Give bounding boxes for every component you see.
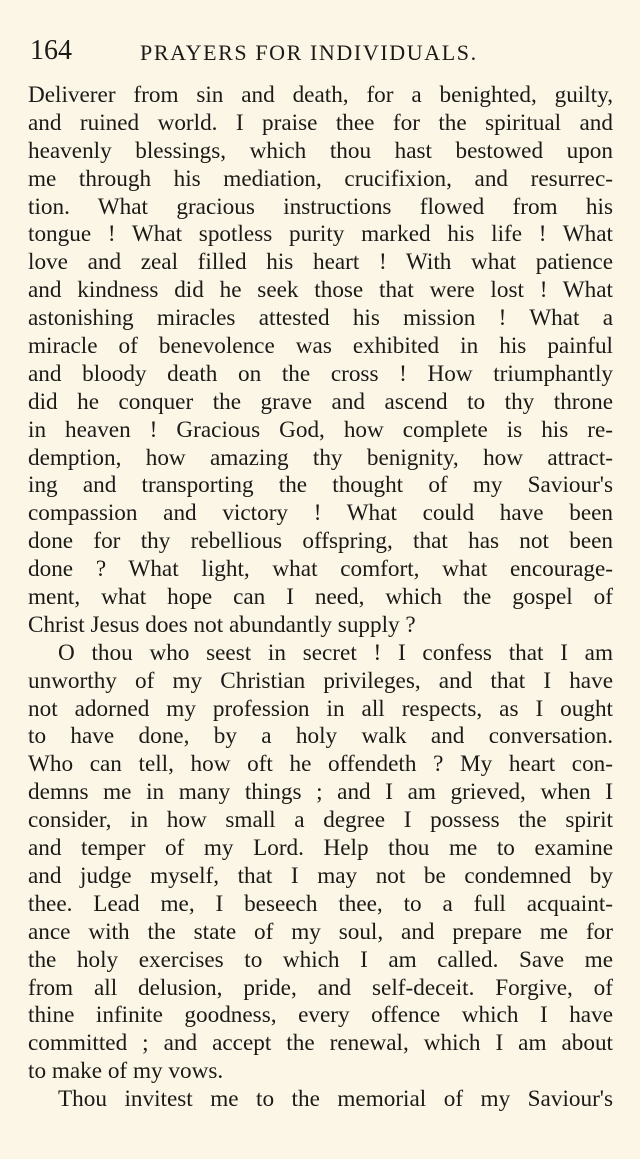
text-line: astonishing miracles attested his mission ! What a: [28, 305, 613, 332]
text-line: tongue ! What spotless purity marked his life ! What: [28, 221, 613, 248]
text-line: and bloody death on the cross ! How triumphantly: [28, 360, 613, 387]
text-line: Deliverer from sin and death, for a benighted, guilty,: [28, 82, 613, 108]
text-line: not adorned my profession in all respects, as I ought: [28, 695, 613, 722]
running-head: [28, 34, 613, 68]
text-line: ment, what hope can I need, which the gospel of: [28, 584, 613, 611]
text-line: thine infinite goodness, every offence which I have: [28, 1002, 613, 1029]
text-line: love and zeal filled his heart ! With what patience: [28, 249, 613, 276]
text-line: the holy exercises to which I am called. Save me: [28, 946, 613, 973]
text-line: ing and transporting the thought of my Saviour's: [28, 472, 613, 499]
text-line: O thou who seest in secret ! I confess that I am: [58, 639, 613, 666]
text-line: and temper of my Lord. Help thou me to examine: [28, 835, 613, 862]
text-line: heavenly blessings, which thou hast bestowed upon: [28, 137, 613, 164]
text-line: to have done, by a holy walk and conversation.: [28, 723, 613, 750]
text-line: miracle of benevolence was exhibited in his painful: [28, 333, 613, 360]
text-line: to make of my vows.: [28, 1058, 224, 1085]
text-line: thee. Lead me, I beseech thee, to a full acquaint-: [28, 890, 613, 917]
text-line: Who can tell, how oft he offendeth ? My heart con-: [28, 751, 613, 778]
text-line: did he conquer the grave and ascend to thy throne: [28, 388, 613, 415]
text-line: and kindness did he seek those that were lost ! What: [28, 277, 613, 304]
text-line: ance with the state of my soul, and prepare me for: [28, 918, 613, 945]
text-line: done ? What light, what comfort, what encourage-: [28, 556, 613, 583]
text-line: done for thy rebellious offspring, that has not been: [28, 528, 613, 555]
text-line: Christ Jesus does not abundantly supply ?: [28, 611, 416, 638]
text-line: me through his mediation, crucifixion, and resurrec-: [28, 165, 613, 192]
body-text: [28, 82, 613, 1114]
text-line: demption, how amazing thy benignity, how attract-: [28, 444, 613, 471]
running-title: PRAYERS FOR INDIVIDUALS.: [140, 40, 478, 65]
text-line: in heaven ! Gracious God, how complete is his re-: [28, 416, 613, 443]
text-line: unworthy of my Christian privileges, and that I have: [28, 667, 613, 694]
text-line: tion. What gracious instructions flowed from his: [28, 193, 613, 220]
text-line: demns me in many things ; and I am grieved, when I: [28, 779, 613, 806]
text-line: and judge myself, that I may not be condemned by: [28, 862, 613, 889]
text-line: and ruined world. I praise thee for the spiritual and: [28, 109, 613, 136]
text-line: consider, in how small a degree I possess the spirit: [28, 807, 613, 834]
text-line: Thou invitest me to the memorial of my Saviour's: [58, 1086, 613, 1113]
page-number: 164: [30, 35, 72, 66]
text-line: committed ; and accept the renewal, which I am about: [28, 1030, 613, 1057]
text-line: compassion and victory ! What could have been: [28, 500, 613, 527]
text-line: from all delusion, pride, and self-deceit. Forgive, of: [28, 974, 613, 1001]
